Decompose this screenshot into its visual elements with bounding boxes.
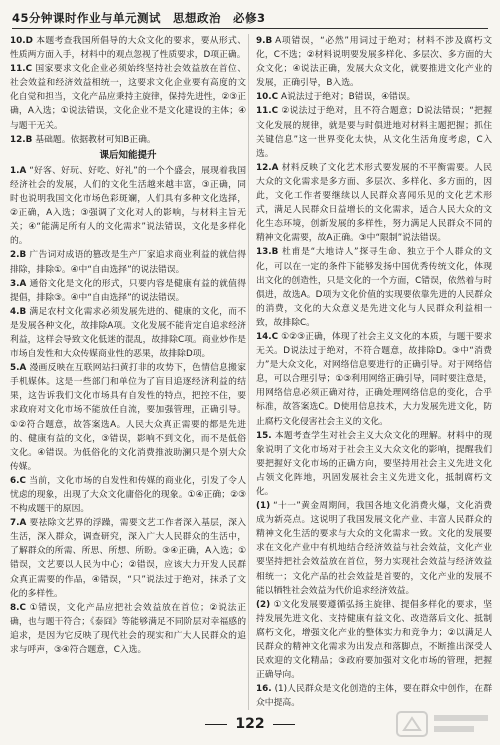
answer-text: (1)人民群众是文化创造的主体，要在群众中创作，在群众中提高。 bbox=[256, 684, 492, 709]
answer-item bbox=[256, 34, 492, 90]
answer-number: 7.A bbox=[10, 518, 27, 529]
answer-number: 10.C bbox=[256, 92, 279, 103]
answer-item bbox=[256, 598, 492, 683]
answer-number: 3.A bbox=[10, 278, 27, 289]
answer-number: 5.A bbox=[10, 363, 27, 374]
answer-number: (2) bbox=[256, 599, 271, 610]
answer-number: 11.C bbox=[256, 106, 279, 117]
answer-number: 12.B bbox=[10, 134, 33, 145]
answer-number: 9.B bbox=[256, 36, 273, 46]
answer-text: 本题考查学生对社会主义大众文化的理解。材料中的现象说明了文化市场对于社会主义大众文化的影响，提醒我们要把握好文化市场的正确方向，要坚持用社会主义先进文化占领文化阵地，巩固发展社会主义先进文化，抵制腐朽文化。 bbox=[256, 430, 492, 497]
header-subject: 思想政治 bbox=[173, 11, 222, 25]
answer-number: 2.B bbox=[10, 250, 27, 261]
answer-text: 要祛除文艺界的浮躁，需要文艺工作者深入基层，深入生活，深入群众，调查研究，深入广大人民群众的生活中，了解群众的所需、所思、所想、所盼。③④正确，A入选；①错误，文艺要以人民为中心；②错误，应该大力开发人民群众真正需要的作品，④错误，“只”说法过于绝对，抹杀了文化的多样性。 bbox=[10, 518, 246, 599]
answer-number: 4.B bbox=[10, 306, 27, 317]
answer-text: 满足农村文化需求必须发展先进的、健康的文化，而不是发展各种文化，故排除A项。文化发展不能肯定自追求经济利益，这样会导致文化低迷的混乱，故排除C项。商业炒作是市场自发性和大众传媒商业性的恶果，故排除D项。 bbox=[10, 306, 246, 360]
answer-text: 通俗文化是文化的形式，只要内容是健康有益的就值得提倡，排除③。④中“自由选择”的说法错误。 bbox=[10, 278, 246, 303]
answer-text: 广告词对成语的篡改是生产厂家追求商业利益的就信得排除，排除①。④中“自由选择”的说法错误。 bbox=[10, 250, 246, 275]
answer-number: 8.C bbox=[10, 602, 26, 613]
answer-item bbox=[256, 245, 492, 330]
answer-number: 10.D bbox=[10, 36, 33, 46]
answer-text: “十一”黄金周期间，我国各地文化消费火爆，文化消费成为新亮点。这说明了我国发展文化产业、丰富人民群众的精神文化生活的要求与大众的文化需求一致。文化的发展要求在文化产业中有机地结合经济效益与社会效益，文化产业要坚持把社会效益放在首位，努力实现社会效益与经济效益相统一；文化产品的社会效益是首要的，文化产业的发展不能以牺牲社会效益为代价追求经济效益。 bbox=[256, 501, 492, 596]
answer-text: 当前，文化市场的自发性和传媒的商业化，引发了令人忧虑的现象，出现了大众文化庸俗化的现象。①④正确；②③不构成题干的原因。 bbox=[10, 475, 246, 515]
answer-item bbox=[256, 90, 492, 104]
answer-text: 本题考查我国所倡导的大众文化的要求，要从形式、性质两方面入手，材料中的观点忽视了性质要求，D项正确。 bbox=[10, 36, 246, 61]
answer-number: 13.B bbox=[256, 247, 279, 258]
answer-item bbox=[10, 474, 246, 516]
answer-text: 杜甫是“大地诗人”探寻生命、独立于个人群众的文化，可以在一定的条件下能够发扬中国优秀传统文化，体现出文化的创造性，只是文化的一个方面，C错误，依然着与时俱进，故选A。D项为文化价值的实现要依靠先进的人民群众的消费，文化的大众意义是先进文化与人民群众利益相一致，故排除C。 bbox=[256, 247, 492, 328]
answer-number: 16. bbox=[256, 684, 272, 695]
answer-text: 基础题。依据教材可知B正确。 bbox=[35, 134, 156, 145]
answer-number: (1) bbox=[256, 501, 271, 512]
footer-dash-right bbox=[273, 724, 295, 725]
footer-dash-left bbox=[205, 724, 227, 725]
answer-text: 漫画反映在互联网站扫黄打非的攻势下，色情信息搬家手机媒体。这是一些部门和单位为了盲目追逐经济利益的结果，这告诉我们文化市场具有自发性的特点，把控不住，要求政府对文化市场不能放任自流，要加强管理，正确引导。①②符合题意，故答案选A。人民大众真正需要的都是先进的、健康有益的文化，③错误，影响不到文化，而不是低俗文化。④错误。为低俗化的文化消费推波助澜只是个别大众传媒。 bbox=[10, 363, 246, 472]
header-series: 45分钟课时作业与单元测试 bbox=[12, 11, 162, 25]
answer-text: ②说法过于绝对，且不符合题意；D说法错误；“把握文化发展的规律，就是要与时俱进地对材料主题把握；抓住关键信息”这一世界变化太快，从文化生活角度考虑，C入选。 bbox=[256, 106, 492, 159]
answer-item bbox=[256, 161, 492, 246]
answer-item bbox=[256, 429, 492, 499]
page-number: 122 bbox=[235, 716, 265, 732]
header-volume: 必修3 bbox=[233, 11, 266, 25]
answer-item bbox=[256, 682, 492, 710]
answer-text: 国家要求文化企业必须始终坚持社会效益放在首位、社会效益和经济效益相统一，这要求文化企业要有高度的文化自觉和担当，文化产品应秉持主旋律，保持先进性，②③正确，A入选；①说法错误，文化企业不是文化建设的主体；④与题干无关。 bbox=[10, 64, 246, 131]
answer-text: 材料反映了文化艺术形式要发展的不平衡需要。人民大众的文化需求是多方面、多层次、多样化、多方面的，因此，文化工作者要继续以人民群众喜闻乐见的文化艺术形式，满足人民群众日益增长的文化需求，适合人民大众的文化生态环境，创新发展的多样性，努力满足人民群众不同的精神文化需要，故A正确。③中“限制”说法错误。 bbox=[256, 162, 492, 244]
answer-number: 15. bbox=[256, 430, 272, 441]
answer-item bbox=[10, 277, 246, 305]
answer-text: “好客、好玩、好吃、好礼”的一个个盛会，展现着我国经济社会的发展，人们的文化生活越来越丰富，③正确，同时也说明我国文化市场色彩斑斓，人们具有多种文化选择，②正确，A入选；③强调了文化对人的影响，与材料主旨无关；④“能满足所有人的文化需求”说法错误，文化是多样化的。 bbox=[10, 165, 246, 247]
answer-number: 11.C bbox=[10, 64, 33, 75]
answer-item bbox=[256, 499, 492, 598]
answer-number: 14.C bbox=[256, 331, 279, 342]
answer-item bbox=[256, 104, 492, 160]
answer-item bbox=[10, 133, 246, 147]
answer-text: ①错误，文化产品应把社会效益放在首位；②说法正确，也与题干符合；《泰囧》等能够满足不同阶层对幸福感的追求，是因为它反映了现代社会的现实和广大人民群众的追求与呼声，③④符合题意，C入选。 bbox=[10, 602, 246, 656]
answer-item bbox=[10, 601, 246, 657]
answer-number: 1.A bbox=[10, 165, 27, 176]
answer-text: ①②③正确，体现了社会主义文化的本质，与题干要求无关。D说法过于绝对，不符合题意，故排除D。③中“消费力”是大众文化，对网络信息要进行的正确引导。对于网络信息，可以合理引导；①③利用网络正确引导，同时要注意是，用网络信息必须正确对待，正确处理网络信息的变化，合乎标准，故答案选C。D使用信息技术，大力发展先进文化，防止腐朽文化侵害社会主义的文化。 bbox=[256, 331, 492, 427]
answer-item bbox=[10, 248, 246, 276]
answer-item bbox=[10, 34, 246, 62]
answer-number: 12.A bbox=[256, 162, 279, 173]
page-header bbox=[12, 6, 488, 29]
answer-text: A说法过于绝对；B错误，④错误。 bbox=[281, 92, 416, 103]
answer-number: 6.C bbox=[10, 475, 26, 486]
left-column bbox=[10, 34, 246, 710]
watermark-logo bbox=[396, 709, 492, 739]
answer-item bbox=[10, 164, 246, 249]
column-divider bbox=[248, 34, 249, 710]
answer-item bbox=[10, 62, 246, 132]
section-title: 课后知能提升 bbox=[99, 149, 157, 161]
right-column bbox=[256, 34, 492, 710]
answer-item bbox=[10, 516, 246, 601]
answer-item bbox=[10, 361, 246, 474]
answer-item bbox=[256, 330, 492, 429]
answer-item bbox=[10, 305, 246, 361]
answer-text: A项错误，“必然”用词过于绝对；材料不涉及腐朽文化，C不选；②材料说明要发展多样化、多层次、多方面的大众文化；④说法正确，发展大众文化，就要推进文化产业的发展，正确引导，B入选。 bbox=[256, 36, 492, 89]
answer-text: ①文化发展要遵循弘扬主旋律、提倡多样化的要求，坚持发展先进文化、支持健康有益文化、改造落后文化、抵制腐朽文化，增强文化产业的整体实力和竞争力；②以满足人民群众的精神文化需求为出发点和落脚点，不断推出深受人民欢迎的文化精品；③政府要加强对文化市场的管理，把握正确导向。 bbox=[256, 599, 492, 681]
